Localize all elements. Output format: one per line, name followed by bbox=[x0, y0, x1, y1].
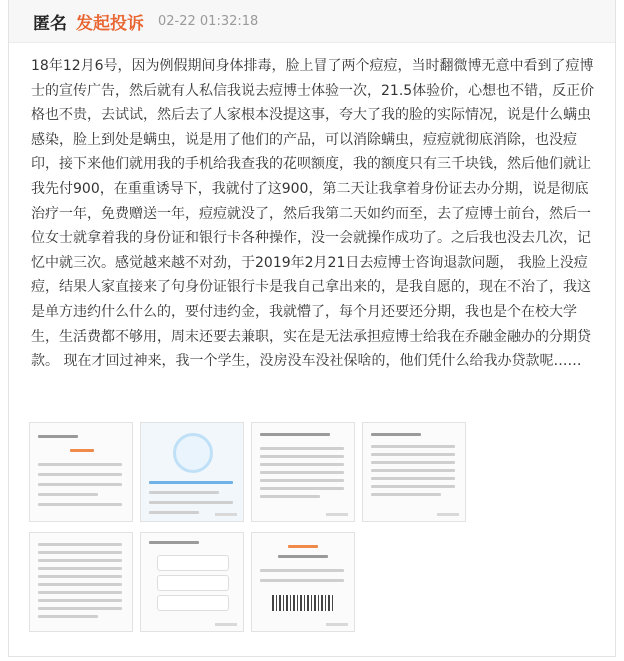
image-thumbnail-6[interactable] bbox=[140, 532, 244, 632]
post-header bbox=[9, 0, 615, 43]
image-thumbnail-1[interactable] bbox=[29, 422, 133, 522]
complaint-label: 发起投诉 bbox=[76, 13, 144, 34]
author-name[interactable]: 匿名 bbox=[33, 13, 67, 34]
image-thumbnail-7[interactable] bbox=[251, 532, 355, 632]
complaint-card bbox=[8, 0, 616, 657]
image-thumbnail-4[interactable] bbox=[362, 422, 466, 522]
post-body: 18年12月6号，因为例假期间身体排毒，脸上冒了两个痘痘，当时翻微博无意中看到了痘博士的宣传广告，然后就有人私信我说去痘博士体验一次，21.5体验价，心想也不错，反正价格也不贵，去试试，然后去了人家根本没提这事，夸大了我的脸的实际情况，说是什么螨虫感染，脸上到处是螨虫，说是用了他们的产品，可以消除螨虫，痘痘就彻底消除，也没痘印，接下来他们就用我的手机给我查我的花呗额度，我的额度只有三千块钱，然后他们就让我先付900，在重重诱导下，我就付了这900，第二天让我拿着身份证去办分期，说是彻底治疗一年，免费赠送一年，痘痘就没了，然后我第二天如约而至，去了痘博士前台，然后一位女士就拿着我的身份证和银行卡各种操作，没一会就操作成功了。之后我也没去几次，记忆中就三次。感觉越来越不对劲，于2019年2月21日去痘博士咨询退款问题， 我脸上没痘痘，结果人家直接来了句身份证银行卡是我自己拿出来的，是我自愿的，现在不治了，我这是单方违约什么什么的，要付违约金，我就懵了，每个月还要还分期，我也是个在校大学生，生活费都不够用，周末还要去兼职，实在是无法承担痘博士给我在乔融金融办的分期贷款。 现在才回过神来，我一个学生，没房没车没社保啥的，他们凭什么给我办贷款呢…… bbox=[31, 58, 595, 370]
image-thumbnail-2[interactable] bbox=[140, 422, 244, 522]
image-thumbnail-3[interactable] bbox=[251, 422, 355, 522]
post-timestamp: 02-22 01:32:18 bbox=[158, 13, 259, 29]
image-thumbnail-5[interactable] bbox=[29, 532, 133, 632]
image-gallery bbox=[29, 422, 466, 632]
